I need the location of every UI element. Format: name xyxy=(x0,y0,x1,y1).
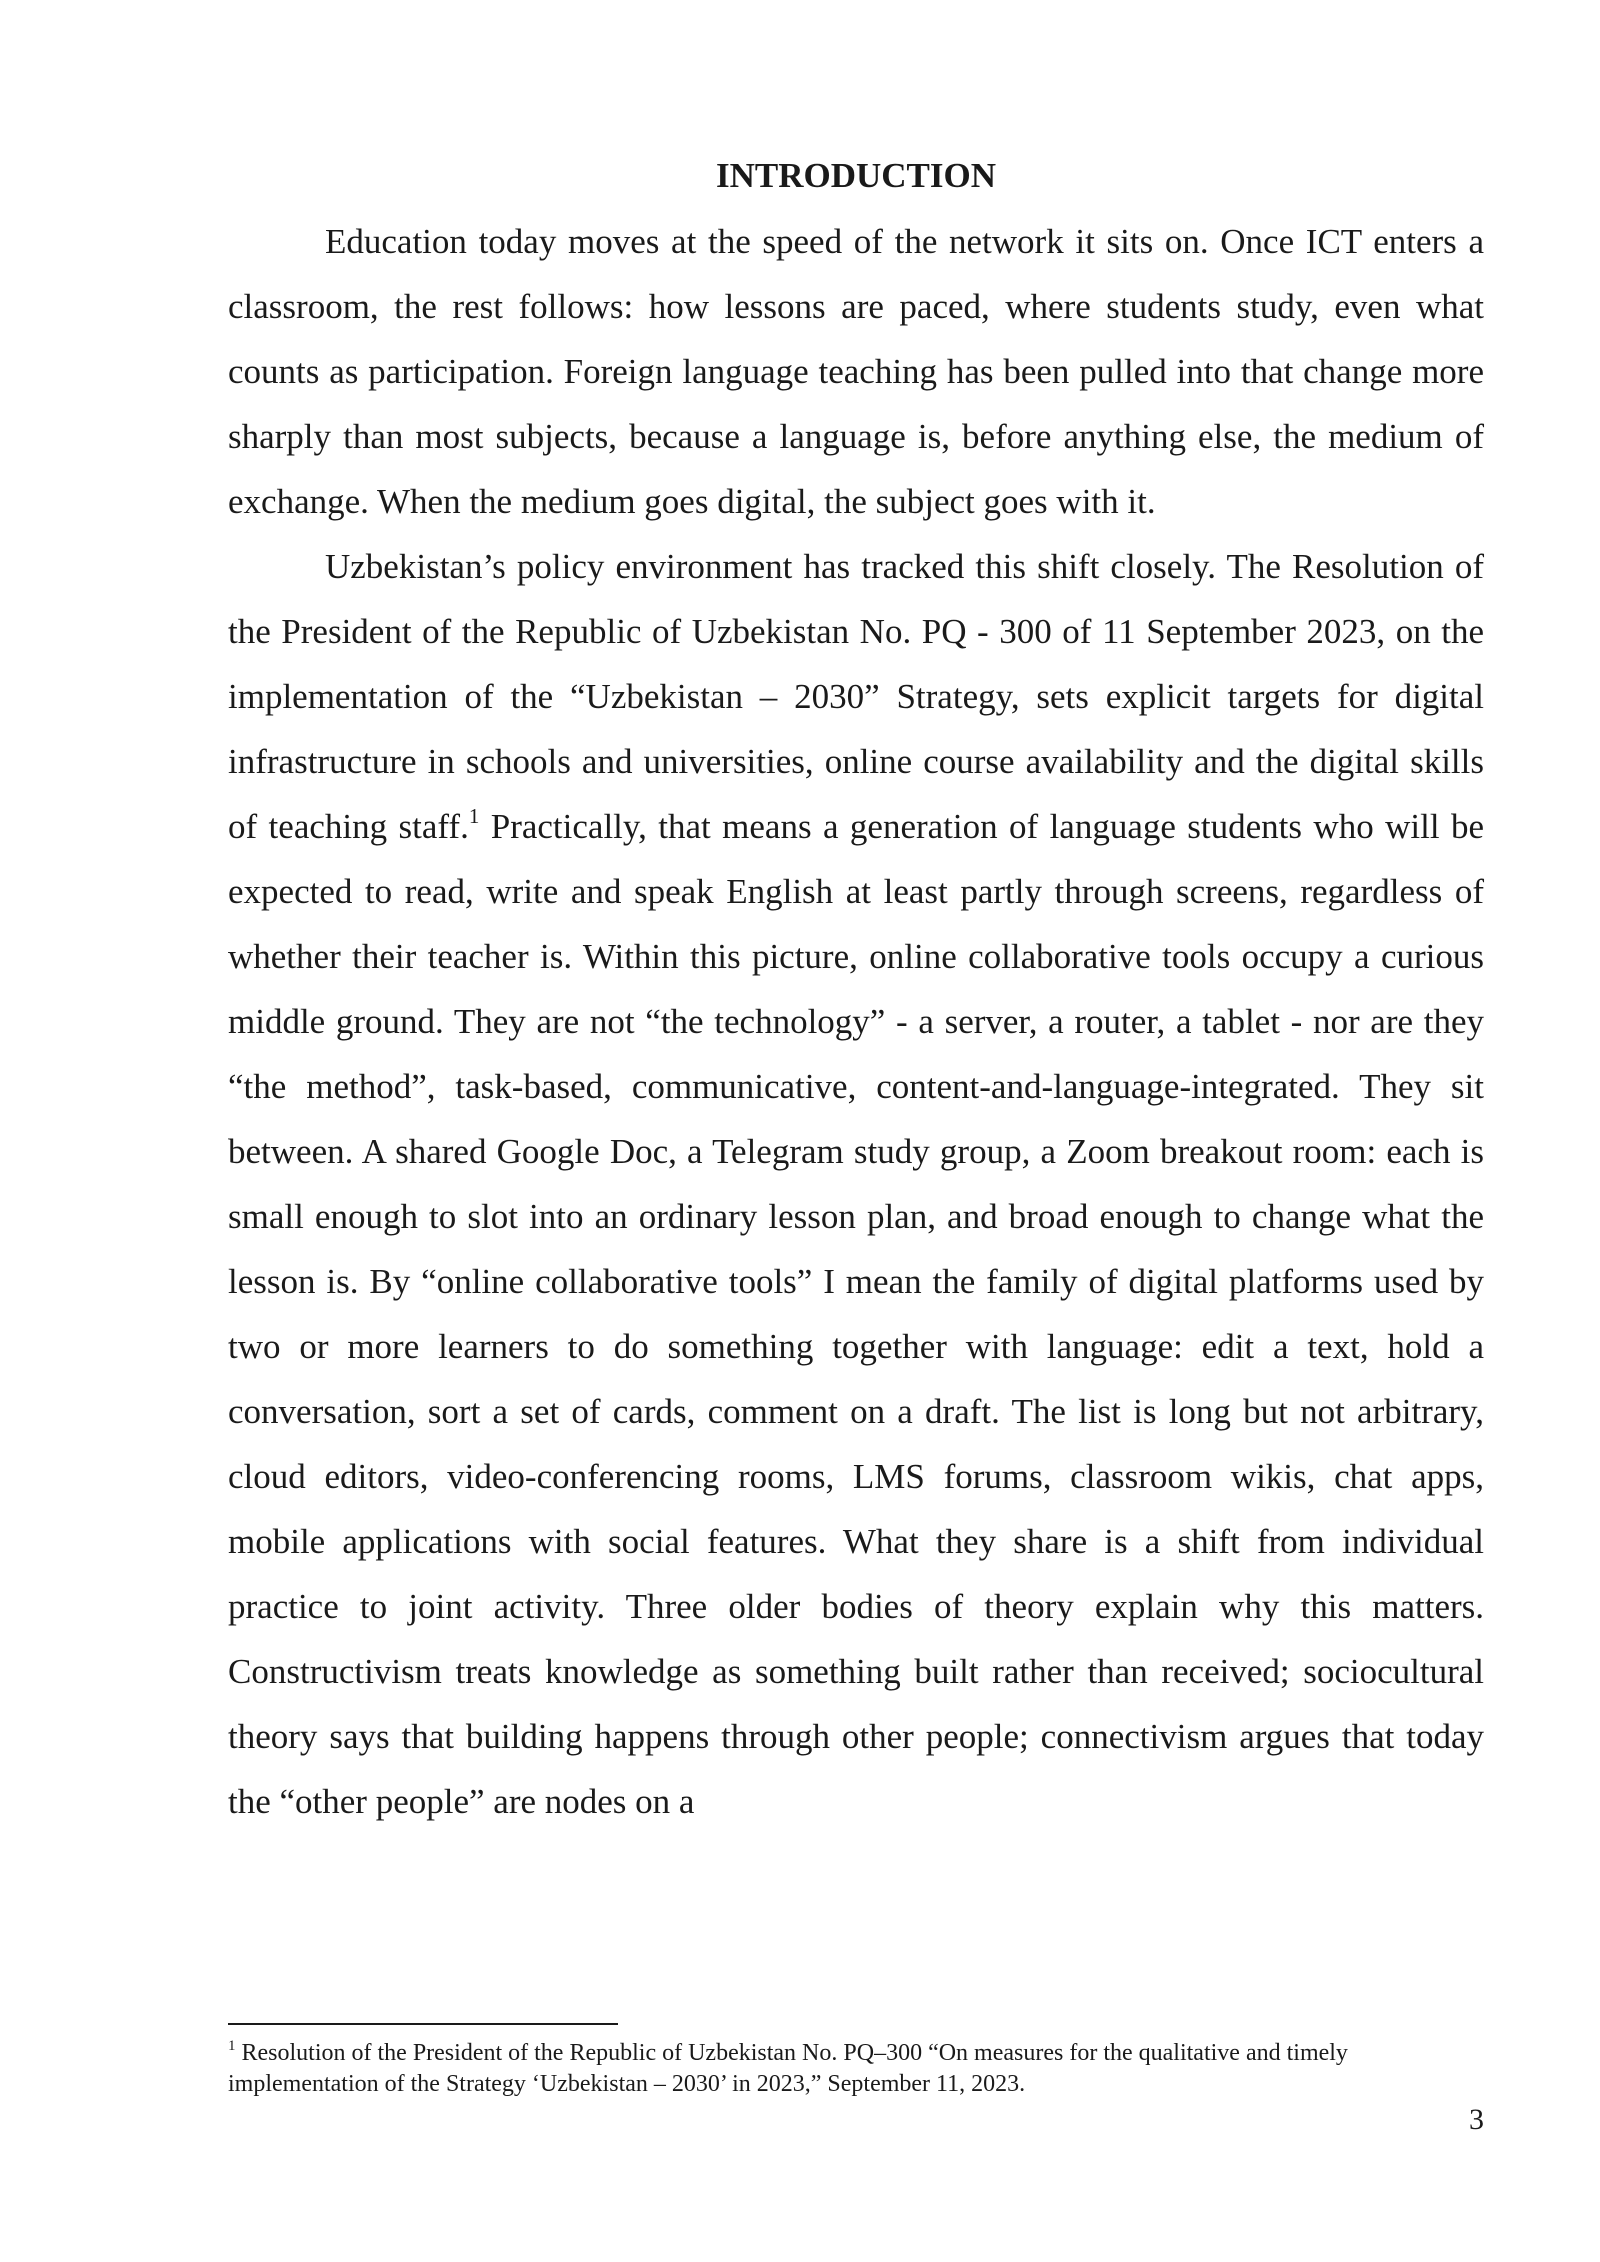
paragraph-uzbekistan-policy xyxy=(228,534,1484,1834)
section-heading: INTRODUCTION xyxy=(715,156,997,195)
footnote-text: Resolution of the President of the Republic of Uzbekistan No. PQ–300 “On measures for the qualitative and timely implementation of the Strategy ‘Uzbekistan – 2030’ in 2023,” September 11, 2023. xyxy=(228,2040,1348,2097)
footnote-reference[interactable]: 1 xyxy=(468,804,480,829)
paragraph-text-before-note: Uzbekistan’s policy environment has tracked this shift closely. The Resolution of the President of the Republic of Uzbekistan No. PQ - 300 of 11 September 2023, on the implementation of the “Uzbekistan – 2030” Strategy, sets explicit targets for digital infrastructure in schools and universities, online course availability and the digital skills of teaching staff. xyxy=(228,547,1484,846)
paragraph-text-after-note: Practically, that means a generation of language students who will be expected to read, write and speak English at least partly through screens, regardless of whether their teacher is. Within this picture, online collaborative tools occupy a curious middle ground. They are not “the technology” - a server, a router, a tablet - nor are they “the method”, task-based, communicative, content-and-language-integrated. They sit between. A shared Google Doc, a Telegram study group, a Zoom breakout room: each is small enough to slot into an ordinary lesson plan, and broad enough to change what the lesson is. By “online collaborative tools” I mean the family of digital platforms used by two or more learners to do something together with language: edit a text, hold a conversation, sort a set of cards, comment on a draft. The list is long but not arbitrary, cloud editors, video-conferencing rooms, LMS forums, classroom wikis, chat apps, mobile applications with social features. What they share is a shift from individual practice to joint activity. Three older bodies of theory explain why this matters. Constructivism treats knowledge as something built rather than received; sociocultural theory says that building happens through other people; connectivism argues that today the “other people” are nodes on a xyxy=(228,807,1484,1821)
footnote-marker: 1 xyxy=(228,2038,236,2054)
paragraph-education-speed: Education today moves at the speed of the network it sits on. Once ICT enters a classroom, the rest follows: how lessons are paced, where students study, even what counts as participation. Foreign language teaching has been pulled into that change more sharply than most subjects, because a language is, before anything else, the medium of exchange. When the medium goes digital, the subject goes with it. xyxy=(228,222,1484,521)
footnote-separator xyxy=(228,2023,618,2025)
footnote xyxy=(228,2038,1484,2100)
page-number: 3 xyxy=(1469,2103,1484,2136)
body-text xyxy=(228,209,1484,1834)
